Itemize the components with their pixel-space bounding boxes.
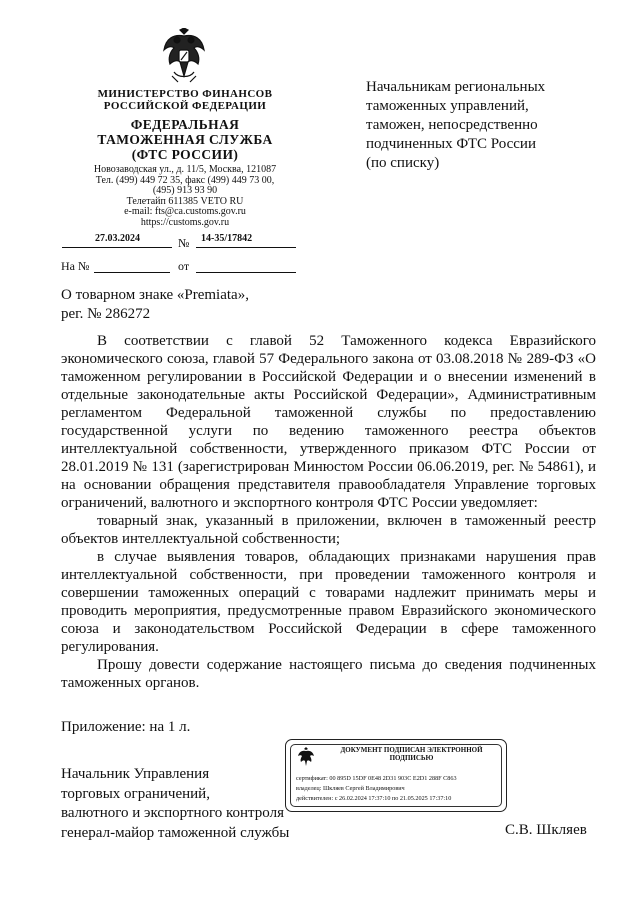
contact-email: e-mail: fts@ca.customs.gov.ru <box>124 206 246 217</box>
coat-of-arms-icon <box>160 28 208 84</box>
stamp-title <box>324 746 499 762</box>
signer-line-3: валютного и экспортного контроля <box>61 805 284 821</box>
addressee-block <box>366 78 606 173</box>
subject-line-2: рег. № 286272 <box>61 306 151 322</box>
body-paragraph-1: В соответствии с главой 52 Таможенного кодекса Евразийского экономического союза, главой 57 Федерального закона от 03.08.2018 № 289-ФЗ «О таможенном регулировании в Российской Федерации и о внесении изменений в отдельные законодательные акты Российской Федерации», Административным регламентом Федеральной таможенной службы по предоставлению государственной услуги по ведению таможенного реестра объектов интеллектуальной собственности, утвержденного приказом ФТС России от 28.01.2019 № 131 (зарегистрирован Минюстом России 06.06.2019, рег. № 54861), и на основании обращения представителя правообладателя Управление торговых ограничений, валютного и экспортного контроля ФТС России уведомляет: <box>61 333 596 511</box>
contact-phone-fax: Тел. (499) 449 72 35, факс (499) 449 73 00, <box>95 174 275 186</box>
contact-phone-2: (495) 913 93 90 <box>152 185 218 196</box>
stamp-title-line-1: ДОКУМЕНТ ПОДПИСАН ЭЛЕКТРОННОЙ <box>340 746 483 754</box>
signer-position <box>61 765 289 843</box>
ministry-line-2: РОССИЙСКОЙ ФЕДЕРАЦИИ <box>103 100 267 112</box>
stamp-owner: владелец: Шкляев Сергей Владимирович <box>296 785 405 792</box>
body-paragraph-2: товарный знак, указанный в приложении, включен в таможенный реестр объектов интеллектуальной собственности; <box>61 513 596 547</box>
contact-website: https://customs.gov.ru <box>140 216 230 228</box>
stamp-certificate: сертификат: 00 895D 15DF 0E48 2D31 903C E2D1 288F C863 <box>296 775 457 782</box>
stamp-title-line-2: ПОДПИСЬЮ <box>389 754 434 762</box>
letter-subject <box>61 286 249 324</box>
addressee-line: таможенных управлений, <box>366 98 529 114</box>
date-underline <box>62 247 172 248</box>
signer-line-4: генерал-майор таможенной службы <box>61 824 290 841</box>
attachment-note: Приложение: на 1 л. <box>61 719 191 735</box>
body-paragraph-3: в случае выявления товаров, обладающих признаками нарушения прав интеллектуальной собственности, при проведении таможенного контроля и совершении таможенных операций с товарами надлежит принимать меры и проводить мероприятия, предусмотренные правом Евразийского экономического союза и законодательством Российской Федерации в сфере таможенного регулирования. <box>61 549 596 655</box>
ref-from: от <box>178 259 190 273</box>
service-line-1: ФЕДЕРАЛЬНАЯ <box>130 117 240 132</box>
document-number: 14-35/17842 <box>201 233 253 244</box>
service-line-3: (ФТС РОССИИ) <box>131 147 239 162</box>
contact-block <box>60 165 310 228</box>
signer-name: С.В. Шкляев <box>505 822 587 838</box>
ministry-line-1: МИНИСТЕРСТВО ФИНАНСОВ <box>97 88 273 100</box>
addressee-line: (по списку) <box>366 155 440 171</box>
ref-prefix: На № <box>61 259 90 273</box>
ministry-name <box>60 88 310 112</box>
service-line-2: ТАМОЖЕННАЯ СЛУЖБА <box>97 132 273 147</box>
addressee-line: таможен, непосредственно <box>366 117 538 133</box>
contact-address: Новозаводская ул., д. 11/5, Москва, 121087 <box>93 164 277 175</box>
service-name <box>60 117 310 162</box>
subject-line-1: О товарном знаке «Premiata», <box>61 287 249 303</box>
addressee-line: подчиненных ФТС России <box>366 136 536 152</box>
stamp-emblem-icon <box>296 746 316 768</box>
number-sign: № <box>178 236 190 250</box>
number-underline <box>196 247 296 248</box>
addressee-line: Начальникам региональных <box>366 79 546 95</box>
electronic-signature-stamp <box>285 739 507 812</box>
ref-date-underline <box>196 272 296 273</box>
letter-body <box>61 332 596 692</box>
document-date: 27.03.2024 <box>95 233 140 244</box>
contact-teletype: Телетайп 611385 VETO RU <box>126 195 244 207</box>
ref-number-underline <box>94 272 170 273</box>
stamp-validity: действителен: с 26.02.2024 17:37:10 по 21.05.2025 17:37:10 <box>296 795 452 802</box>
signer-line-1: Начальник Управления <box>61 766 210 782</box>
signer-line-2: торговых ограничений, <box>61 785 210 802</box>
body-paragraph-4: Прошу довести содержание настоящего письма до сведения подчиненных таможенных органов. <box>61 657 596 691</box>
